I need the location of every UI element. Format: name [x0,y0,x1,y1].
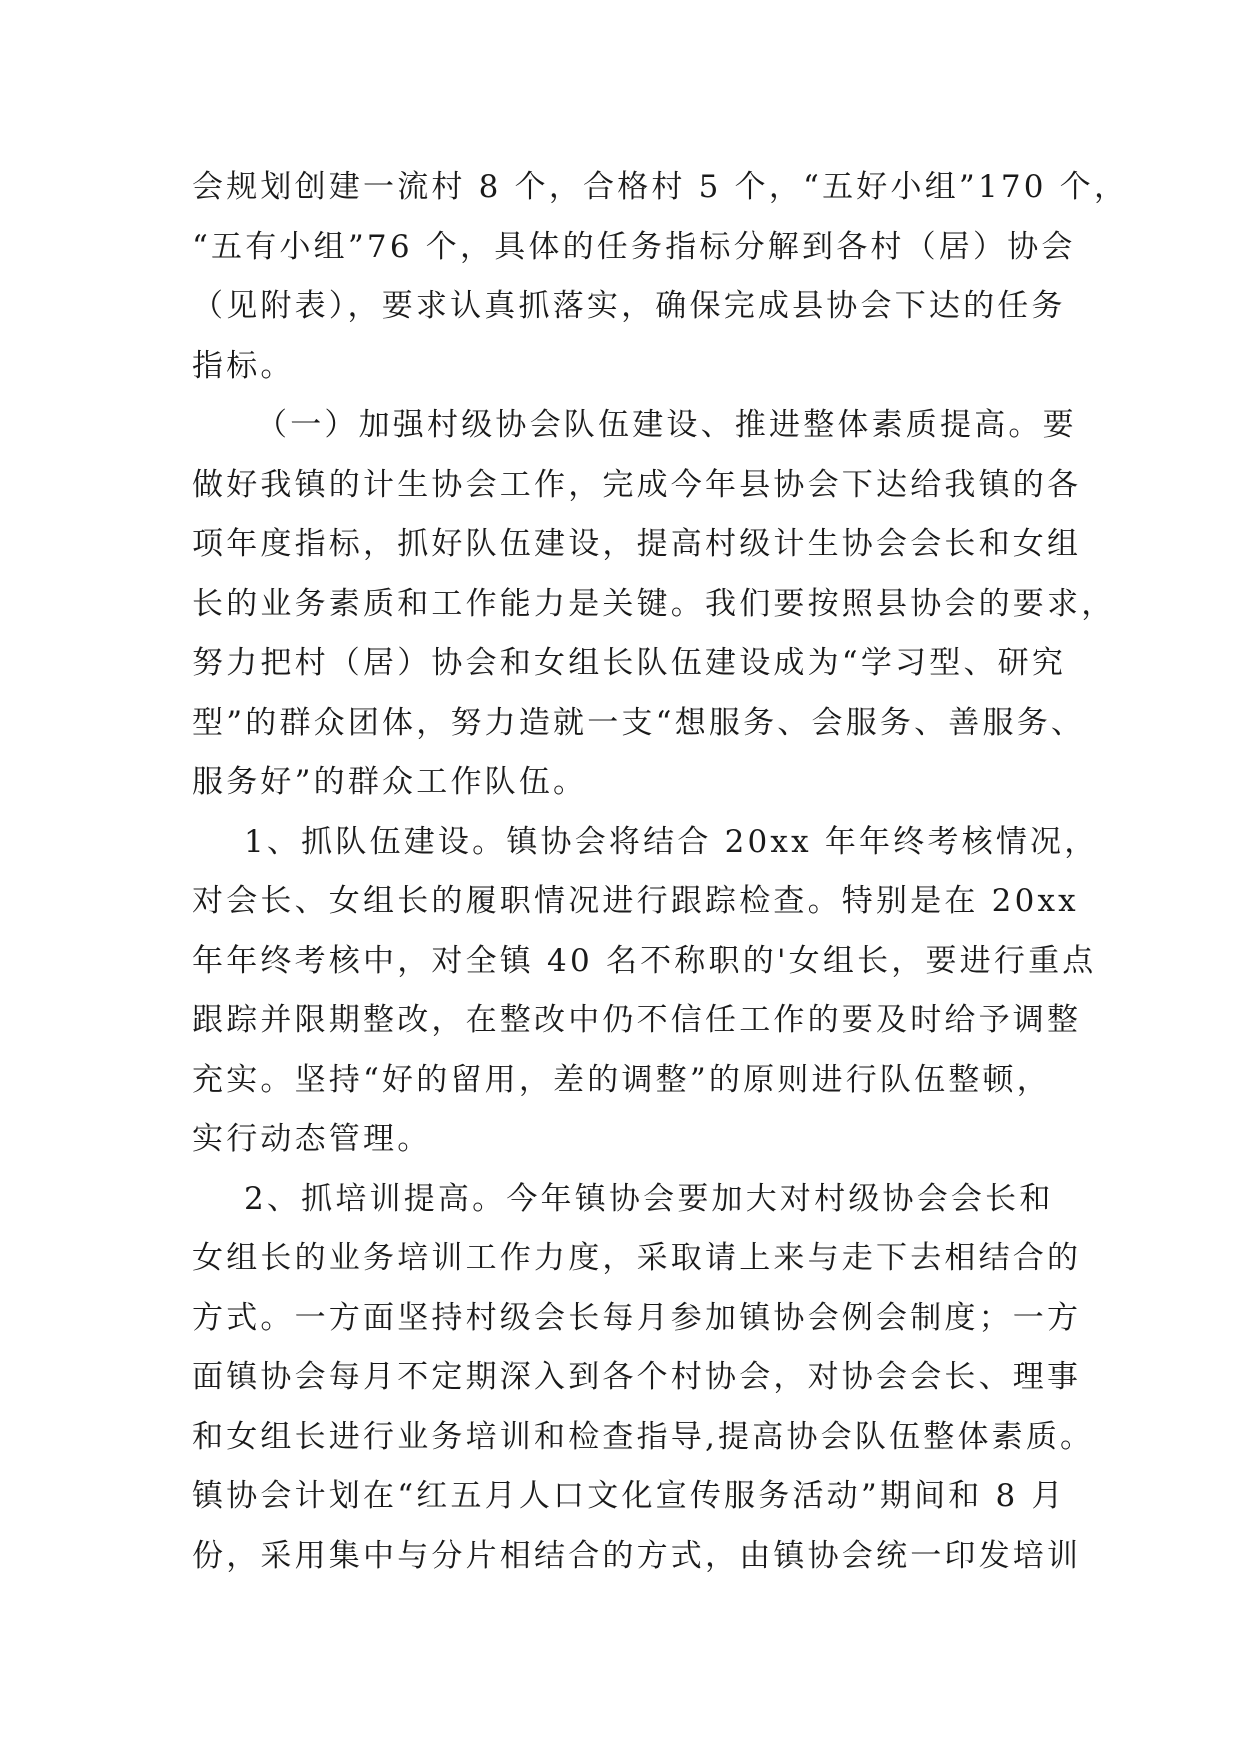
text-line: 努力把村（居）协会和女组长队伍建设成为“学习型、研究 [192,645,1067,681]
section-heading-line: （一）加强村级协会队伍建设、推进整体素质提高。要 [256,407,1077,443]
text-line: “五有小组”76 个，具体的任务指标分解到各村（居）协会 [192,228,1076,265]
text-line: 长的业务素质和工作能力是关键。我们要按照县协会的要求， [192,585,1116,622]
text-line: 跟踪并限期整改，在整改中仍不信任工作的要及时给予调整 [192,1002,1082,1038]
text-line: 份，采用集中与分片相结合的方式，由镇协会统一印发培训 [192,1537,1082,1574]
text-line: 面镇协会每月不定期深入到各个村协会，对协会会长、理事 [192,1359,1082,1395]
text-line: 实行动态管理。 [192,1121,432,1157]
text-line: 指标。 [192,347,295,384]
text-line: 服务好”的群众工作队伍。 [192,764,588,800]
text-line: 女组长的业务培训工作力度，采取请上来与走下去相结合的 [192,1240,1082,1276]
text-line: 型”的群众团体，努力造就一支“想服务、会服务、善服务、 [192,704,1086,741]
text-line: 充实。坚持“好的留用，差的调整”的原则进行队伍整顿， [192,1061,1051,1098]
document-body [192,158,1129,1586]
text-line: 方式。一方面坚持村级会长每月参加镇协会例会制度；一方 [192,1299,1082,1336]
item-heading-line: 2、抓培训提高。今年镇协会要加大对村级协会会长和 [244,1180,1054,1217]
text-line: 项年度指标，抓好队伍建设，提高村级计生协会会长和女组 [192,526,1082,562]
text-line: 年年终考核中，对全镇 40 名不称职的'女组长，要进行重点 [192,942,1097,979]
item-heading-line: 1、抓队伍建设。镇协会将结合 20xx 年年终考核情况， [244,823,1099,860]
text-line: 做好我镇的计生协会工作，完成今年县协会下达给我镇的各 [192,466,1082,503]
text-line: 会规划创建一流村 8 个，合格村 5 个，“五好小组”170 个， [192,169,1129,205]
text-line: （见附表），要求认真抓落实，确保完成县协会下达的任务 [192,288,1066,324]
text-line: 对会长、女组长的履职情况进行跟踪检查。特别是在 20xx [192,883,1079,919]
text-line: 镇协会计划在“红五月人口文化宣传服务活动”期间和 8 月 [192,1478,1066,1514]
text-line: 和女组长进行业务培训和检查指导,提高协会队伍整体素质。 [192,1418,1095,1455]
